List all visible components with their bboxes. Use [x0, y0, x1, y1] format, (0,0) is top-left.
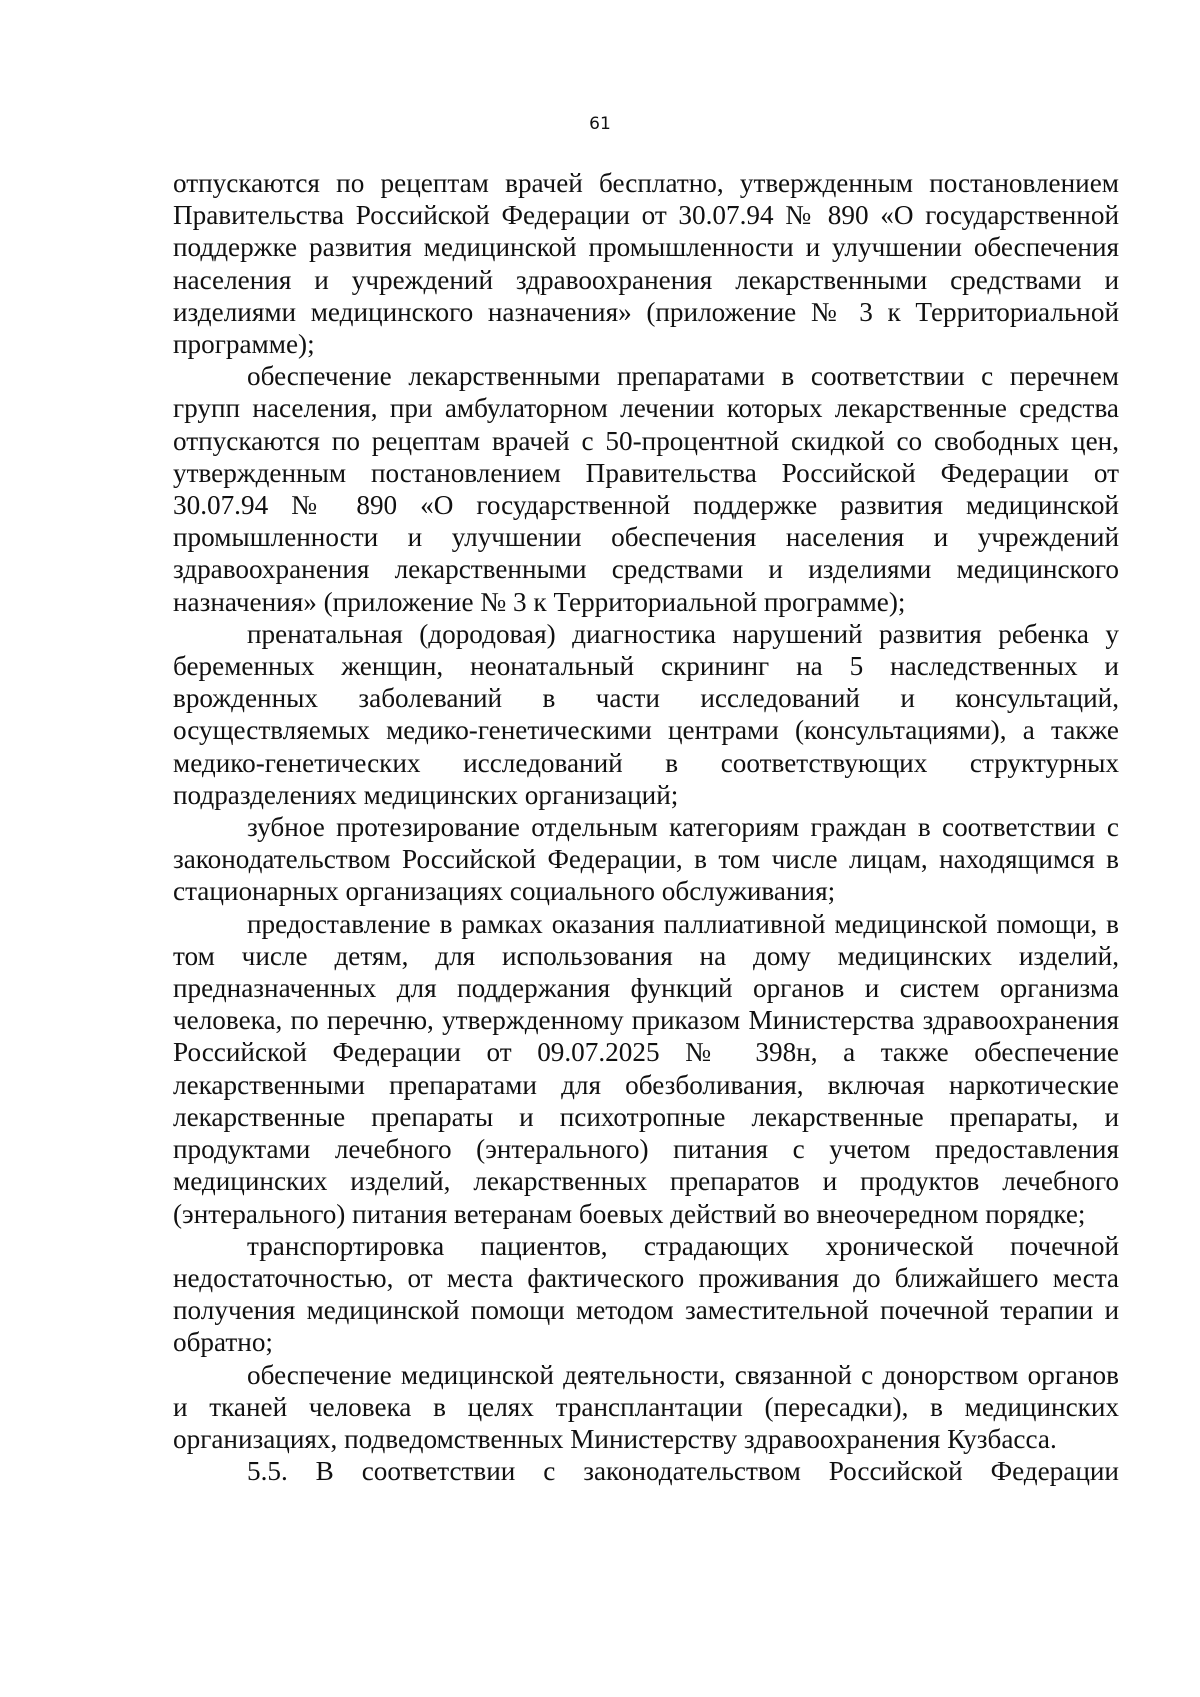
- paragraph-organ-donation: обеспечение медицинской деятельности, связанной с донорством органов и тканей человека в целях трансплантации (пересадки), в медицинских организациях, подведомственных Министерству здравоохранения Кузбасса.: [173, 1359, 1119, 1454]
- page-number: 61: [589, 114, 611, 134]
- paragraph-patient-transport: транспортировка пациентов, страдающих хронической почечной недостаточностью, от места фактического проживания до ближайшего места получения медицинской помощи методом заместительной почечной терапии и обратно;: [173, 1230, 1119, 1358]
- paragraph-discount-medicines: обеспечение лекарственными препаратами в соответствии с перечнем групп населения, при амбулаторном лечении которых лекарственные средства отпускаются по рецептам врачей с 50-процентной скидкой со свободных цен, утвержденным постановлением Правительства Российской Федерации от 30.07.94 № 890 «О государственной поддержке развития медицинской промышленности и улучшении обеспечения населения и учреждений здравоохранения лекарственными средствами и изделиями медицинского назначения» (приложение № 3 к Территориальной программе);: [173, 361, 1119, 617]
- paragraph-section-5-5: 5.5. В соответствии с законодательством Российской Федерации: [247, 1456, 1119, 1487]
- paragraph-dental-prosthetics: зубное протезирование отдельным категориям граждан в соответствии с законодательством Российской Федерации, в том числе лицам, находящимся в стационарных организациях социального обслуживания;: [173, 812, 1119, 907]
- paragraph-palliative-care: предоставление в рамках оказания паллиативной медицинской помощи, в том числе детям, для использования на дому медицинских изделий, предназначенных для поддержания функций органов и систем организма человека, по перечню, утвержденному приказом Министерства здравоохранения Российской Федерации от 09.07.2025 № 398н, а также обеспечение лекарственными препаратами для обезболивания, включая наркотические лекарственные препараты и психотропные лекарственные препараты, и продуктами лечебного (энтерального) питания с учетом предоставления медицинских изделий, лекарственных препаратов и продуктов лечебного (энтерального) питания ветеранам боевых действий во внеочередном порядке;: [173, 908, 1119, 1229]
- paragraph-prenatal-diagnostics: пренатальная (дородовая) диагностика нарушений развития ребенка у беременных женщин, неонатальный скрининг на 5 наследственных и врожденных заболеваний в части исследований и консультаций, осуществляемых медико-генетическими центрами (консультациями), а также медико-генетических исследований в соответствующих структурных подразделениях медицинских организаций;: [173, 618, 1119, 810]
- paragraph-continuation: отпускаются по рецептам врачей бесплатно, утвержденным постановлением Правительства Российской Федерации от 30.07.94 № 890 «О государственной поддержке развития медицинской промышленности и улучшении обеспечения населения и учреждений здравоохранения лекарственными средствами и изделиями медицинского назначения» (приложение № 3 к Территориальной программе);: [173, 168, 1119, 360]
- document-body: [173, 167, 1119, 1487]
